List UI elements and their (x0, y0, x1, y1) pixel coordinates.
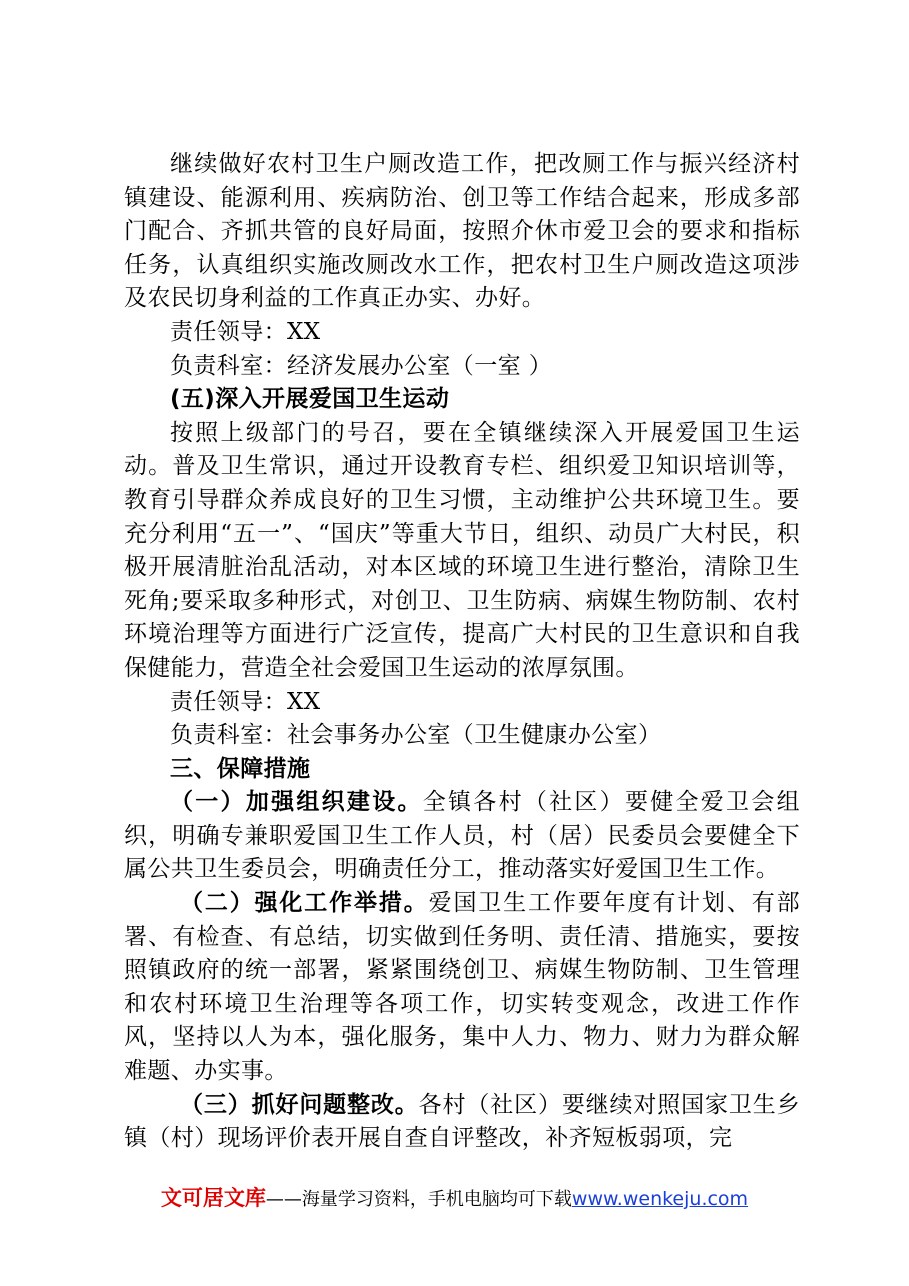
measure-2-body: 爱国卫生工作要年度有计划、有部署、有检查、有总结，切实做到任务明、责任清、措施实，要按照镇政府的统一部署，紧紧围绕创卫、病媒生物防制、卫生管理和农村环境卫生治理等各项工作，切实转变观念，改进工作作风，坚持以人为本，强化服务，集中人力、物力、财力为群众解难题、办实事。 (124, 890, 801, 1085)
footer-link[interactable]: www.wenkeju.com (571, 1188, 749, 1210)
measure-1-body: 全镇各村（社区）要健全爱卫会组织，明确专兼职爱国卫生工作人员，村（居）民委员会要健全下属公共卫生委员会，明确责任分工，推动落实好爱国卫生工作。 (124, 789, 800, 883)
measure-3-lead: （三）抓好问题整改。 (180, 1091, 419, 1118)
measure-3 (124, 1089, 800, 1156)
measure-3-body: 各村（社区）要继续对照国家卫生乡镇（村）现场评价表开展自查自评整改，补齐短板弱项，完 (124, 1091, 800, 1152)
footer-brand: 文可居文库 (160, 1186, 266, 1210)
paragraph-patriotic-health: 按照上级部门的号召，要在全镇继续深入开展爱国卫生运动。普及卫生常识，通过开设教育专栏、组织爱卫知识培训等，教育引导群众养成良好的卫生习惯，主动维护公共环境卫生。要充分利用“五一”、“国庆”等重大节日，组织、动员广大村民，积极开展清脏治乱活动，对本区域的环境卫生进行整治，清除卫生死角;要采取多种形式，对创卫、卫生防病、病媒生物防制、农村环境治理等方面进行广泛宣传，提高广大村民的卫生意识和自我保健能力，营造全社会爱国卫生运动的浓厚氛围。 (124, 419, 800, 681)
measure-1 (124, 786, 800, 887)
measure-1-lead: （一）加强组织建设。 (170, 789, 423, 816)
responsible-leader-2: 责任领导：XX (170, 688, 321, 715)
responsible-office-1: 负责科室：经济发展办公室（一室 ） (170, 352, 553, 379)
measure-2-lead: （二）强化工作举措。 (180, 890, 429, 917)
measure-2 (124, 887, 800, 1089)
page-footer (0, 1182, 909, 1212)
document-body (124, 148, 800, 1156)
section-heading-3: 三、保障措施 (170, 755, 311, 782)
responsible-office-2: 负责科室：社会事务办公室（卫生健康办公室） (170, 722, 662, 749)
paragraph-toilet-renovation: 继续做好农村卫生户厕改造工作，把改厕工作与振兴经济村镇建设、能源利用、疾病防治、创卫等工作结合起来，形成多部门配合、齐抓共管的良好局面，按照介休市爱卫会的要求和指标任务，认真组织实施改厕改水工作，把农村卫生户厕改造这项涉及农民切身利益的工作真正办实、办好。 (124, 151, 800, 312)
footer-tagline: ——海量学习资料，手机电脑均可下载 (265, 1189, 572, 1210)
section-heading-5: (五)深入开展爱国卫生运动 (170, 386, 450, 413)
responsible-leader-1: 责任领导：XX (170, 318, 321, 345)
